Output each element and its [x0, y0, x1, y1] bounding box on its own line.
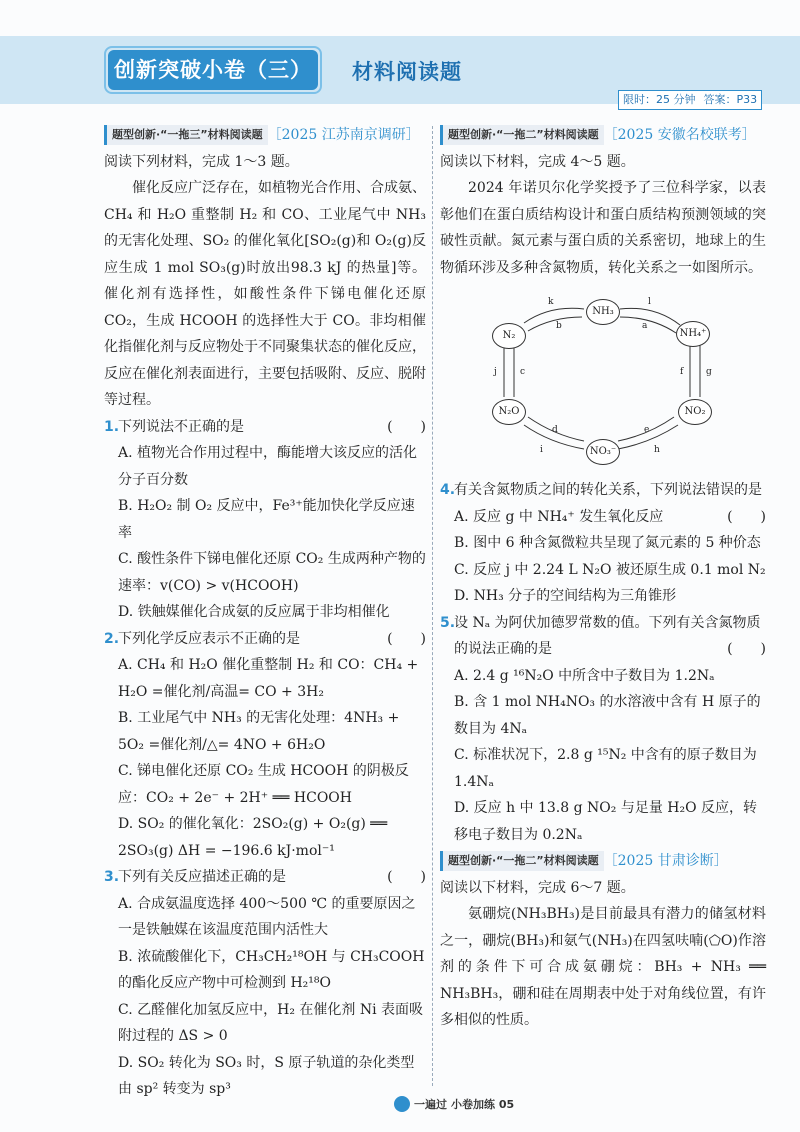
option: A. 植物光合作用过程中，酶能增大该反应的活化分子百分数	[118, 445, 418, 488]
arrow-label-e: e	[644, 425, 650, 435]
option: C. 锑电催化还原 CO₂ 生成 HCOOH 的阴极反应：CO₂ + 2e⁻ + 2H⁺ ══ HCOOH	[118, 763, 409, 806]
arrow-label-k: k	[548, 297, 554, 307]
node-n2o: N₂O	[492, 399, 526, 425]
arrow-label-j: j	[494, 367, 497, 377]
option: B. H₂O₂ 制 O₂ 反应中，Fe³⁺能加快化学反应速率	[118, 498, 415, 541]
option: B. 工业尾气中 NH₃ 的无害化处理：4NH₃ + 5O₂ =催化剂/△= 4NO + 6H₂O	[118, 710, 400, 753]
page-footer	[394, 1096, 514, 1112]
node-nh3: NH₃	[586, 299, 620, 325]
question-4: 4. 有关含氮物质之间的转化关系，下列说法错误的是 ( )	[440, 482, 766, 525]
time-limit: 限时：25 分钟	[623, 93, 696, 106]
section-intro: 阅读以下材料，完成 4～5 题。	[440, 153, 635, 170]
passage: 氨硼烷(NH₃BH₃)是目前最具有潜力的储氢材料之一，硼烷(BH₃)和氨气(NH₃)在四氢呋喃(⬠O)作溶剂的条件下可合成氨硼烷：BH₃ + NH₃ ══ NH₃BH₃，硼和硅在周期表中处于对角线位置，有许多相似的性质。	[440, 906, 766, 1028]
option: C. 乙醛催化加氢反应中，H₂ 在催化剂 Ni 表面吸附过程的 ΔS > 0	[118, 1001, 424, 1044]
arrow-label-g: g	[706, 367, 712, 377]
section-tag: 题型创新·“一拖三”材料阅读题	[104, 125, 268, 145]
brand-name: 一遍过	[414, 1098, 447, 1111]
option: C. 酸性条件下锑电催化还原 CO₂ 生成两种产物的速率：v(CO) > v(HCOOH)	[118, 551, 426, 594]
question-1: 1. 下列说法不正确的是 ( )	[104, 418, 426, 435]
arrow-label-h: h	[654, 445, 660, 455]
arrow-label-i: i	[540, 445, 543, 455]
nitrogen-cycle-diagram	[480, 287, 720, 477]
paper-title: 创新突破小卷（三）	[108, 50, 318, 90]
option: C. 标准状况下，2.8 g ¹⁵N₂ 中含有的原子数目为 1.4Nₐ	[454, 747, 757, 790]
option: B. 含 1 mol NH₄NO₃ 的水溶液中含有 H 原子的数目为 4Nₐ	[454, 694, 761, 737]
right-column	[440, 122, 766, 1034]
option: B. 浓硫酸催化下，CH₃CH₂¹⁸OH 与 CH₃COOH 的酯化反应产物中可检测到 H₂¹⁸O	[118, 948, 425, 991]
arrow-label-l: l	[648, 297, 651, 307]
section-header-2	[440, 122, 766, 175]
node-no2: NO₂	[678, 399, 712, 425]
node-nh4: NH₄⁺	[676, 321, 710, 347]
option: D. SO₂ 转化为 SO₃ 时，S 原子轨道的杂化类型由 sp² 转变为 sp³	[118, 1054, 415, 1097]
brand-logo-icon	[394, 1096, 410, 1112]
passage: 2024 年诺贝尔化学奖授予了三位科学家，以表彰他们在蛋白质结构设计和蛋白质结构预测领域的突破性贡献。氮元素与蛋白质的关系密切，地球上的生物循环涉及多种含氮物质，转化关系之一如图所示。	[440, 180, 766, 276]
section-intro: 阅读以下材料，完成 6～7 题。	[440, 879, 635, 896]
node-no3: NO₃⁻	[586, 439, 620, 465]
section-header-1	[104, 122, 426, 175]
question-2: 2. 下列化学反应表示不正确的是 ( )	[104, 630, 426, 647]
arrow-label-b: b	[556, 321, 562, 331]
question-3: 3. 下列有关反应描述正确的是 ( )	[104, 869, 426, 885]
page-label: 小卷加练 05	[451, 1098, 515, 1111]
left-column	[104, 122, 426, 1103]
section-tag: 题型创新·“一拖二”材料阅读题	[440, 851, 604, 871]
paper-subtitle: 材料阅读题	[352, 60, 462, 84]
source-label: ［2025 江苏南京调研］	[267, 127, 420, 143]
passage: 催化反应广泛存在，如植物光合作用、合成氨、CH₄ 和 H₂O 重整制 H₂ 和 CO、工业尾气中 NH₃ 的无害化处理、SO₂ 的催化氧化[SO₂(g)和 O₂(g)反应生成 1 mol SO₃(g)时放出98.3 kJ 的热量]等。催化剂有选择性，如酸性条件下锑电催化还原 CO₂，生成 HCOOH 的选择性大于 CO。非均相催化指催化剂与反应物处于不同聚集状态的催化反应，反应在催化剂表面进行，主要包括吸附、反应、脱附等过程。	[104, 180, 426, 408]
node-n2: N₂	[492, 323, 526, 349]
option: C. 反应 j 中 2.24 L N₂O 被还原生成 0.1 mol N₂	[454, 561, 766, 578]
source-label: ［2025 安徽名校联考］	[603, 127, 756, 143]
option: D. NH₃ 分子的空间结构为三角锥形	[454, 588, 677, 604]
arrow-label-c: c	[520, 367, 526, 377]
option: A. 反应 g 中 NH₄⁺ 发生氧化反应	[454, 508, 664, 525]
arrow-label-f: f	[680, 367, 684, 377]
option: A. 合成氨温度选择 400～500 ℃ 的重要原因之一是铁触媒在该温度范围内活性大	[118, 895, 416, 938]
question-5: 5. 设 Nₐ 为阿伏加德罗常数的值。下列有关含氮物质的说法正确的是 ( )	[440, 614, 766, 657]
column-divider	[432, 126, 433, 1086]
time-answer-box	[618, 90, 762, 110]
section-header-3	[440, 848, 766, 875]
arrow-label-d: d	[552, 425, 558, 435]
answer-page: 答案：P33	[703, 93, 758, 106]
option: D. SO₂ 的催化氧化：2SO₂(g) + O₂(g) ══ 2SO₃(g) ΔH = −196.6 kJ·mol⁻¹	[118, 816, 388, 859]
option: A. CH₄ 和 H₂O 催化重整制 H₂ 和 CO：CH₄ + H₂O =催化剂/高温= CO + 3H₂	[118, 657, 419, 700]
section-tag: 题型创新·“一拖二”材料阅读题	[440, 125, 604, 145]
section-intro: 阅读下列材料，完成 1～3 题。	[104, 153, 299, 170]
option: D. 铁触媒催化合成氨的反应属于非均相催化	[118, 604, 390, 620]
option: D. 反应 h 中 13.8 g NO₂ 与足量 H₂O 反应，转移电子数目为 0.2Nₐ	[454, 800, 758, 843]
arrow-label-a: a	[642, 321, 648, 331]
option: A. 2.4 g ¹⁶N₂O 中所含中子数目为 1.2Nₐ	[454, 667, 715, 684]
source-label: ［2025 甘肃诊断］	[603, 853, 728, 869]
option: B. 图中 6 种含氮微粒共呈现了氮元素的 5 种价态	[454, 535, 761, 551]
